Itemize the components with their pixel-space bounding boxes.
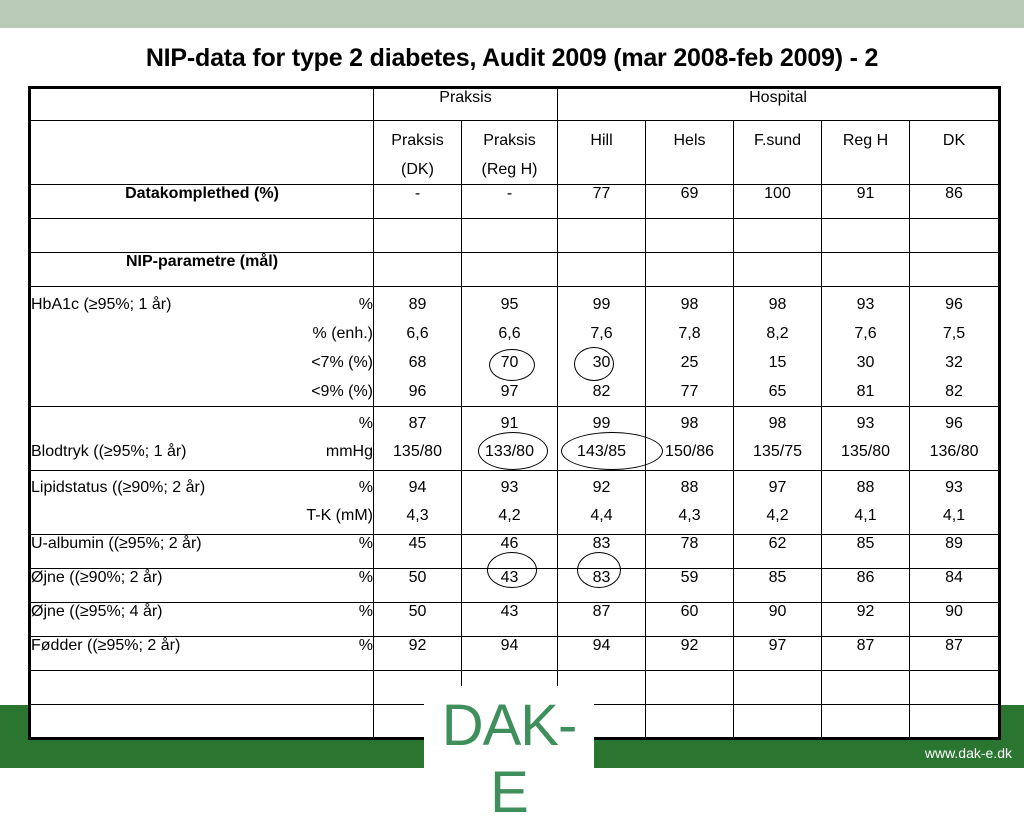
table-row — [30, 569, 1000, 603]
label-line — [31, 410, 373, 438]
block-row — [30, 287, 1000, 407]
column-header — [462, 121, 558, 185]
column-header-line2: (DK) — [401, 161, 434, 178]
unit-label: % (enh.) — [312, 325, 373, 342]
column-header — [646, 121, 734, 185]
cell-value: 143/85 — [577, 443, 626, 460]
cell-value: 30 — [856, 354, 875, 371]
cell-value: 98 — [680, 415, 699, 432]
cell-value: 96 — [408, 383, 427, 400]
table-cell: 46 — [462, 535, 558, 569]
table-cell: 92 — [822, 603, 910, 637]
label-line — [31, 319, 373, 348]
cell-value: 98 — [768, 296, 787, 313]
table-cell — [646, 407, 734, 471]
unit-label: % — [358, 296, 373, 313]
column-header-line1: Reg H — [842, 132, 889, 149]
table-cell — [734, 407, 822, 471]
table-cell: 94 — [462, 637, 558, 671]
table-cell: 97 — [734, 637, 822, 671]
table-cell: 83 — [558, 535, 646, 569]
table-cell: 83 — [558, 569, 646, 603]
cell-value: 93 — [945, 479, 963, 496]
table-cell — [734, 287, 822, 407]
cell-value: 6,6 — [498, 325, 521, 342]
column-header-row — [30, 121, 1000, 185]
cell-value: 88 — [856, 479, 875, 496]
dak-e-logo — [424, 686, 594, 825]
block-row — [30, 407, 1000, 471]
table-cell: 85 — [822, 535, 910, 569]
empty-cell — [30, 671, 374, 705]
empty-cell — [822, 671, 910, 705]
empty-cell — [646, 705, 734, 739]
table-cell: 43 — [462, 569, 558, 603]
row-label — [30, 287, 374, 407]
table-cell: 85 — [734, 569, 822, 603]
table-cell: 86 — [910, 185, 1000, 219]
column-header — [558, 121, 646, 185]
blank-row — [30, 219, 1000, 253]
cell-value: 135/80 — [841, 443, 890, 460]
cell-value: 99 — [592, 415, 611, 432]
empty-corner-cell — [30, 88, 374, 121]
table-cell: 92 — [646, 637, 734, 671]
table-cell — [734, 471, 822, 535]
label-line — [31, 569, 373, 587]
row-label — [30, 471, 374, 535]
cell-value: 96 — [945, 296, 963, 313]
table-cell: 89 — [910, 535, 1000, 569]
cell-value: 99 — [592, 296, 611, 313]
table-cell — [374, 407, 462, 471]
empty-cell — [734, 705, 822, 739]
cell-value: 136/80 — [929, 443, 979, 460]
cell-value: 7,8 — [678, 325, 701, 342]
cell-value: 93 — [856, 415, 875, 432]
column-header-line2: (Reg H) — [481, 161, 538, 178]
table-cell — [822, 407, 910, 471]
label-line — [31, 348, 373, 377]
cell-value: 82 — [592, 383, 611, 400]
cell-value: 8,2 — [766, 325, 789, 342]
table-cell: 69 — [646, 185, 734, 219]
table-cell: 60 — [646, 603, 734, 637]
column-header-line2 — [558, 155, 645, 184]
empty-cell — [734, 671, 822, 705]
column-header — [910, 121, 1000, 185]
label-line — [31, 603, 373, 621]
cell-value: 15 — [768, 354, 787, 371]
table-cell: 43 — [462, 603, 558, 637]
cell-value: 96 — [945, 415, 963, 432]
parameter-name: Øjne ((≥95%; 4 år) — [31, 603, 163, 620]
cell-value: 32 — [945, 354, 963, 371]
row-label — [30, 407, 374, 471]
empty-cell — [822, 705, 910, 739]
empty-cell — [910, 671, 1000, 705]
table-row — [30, 535, 1000, 569]
column-header — [822, 121, 910, 185]
table-cell: 59 — [646, 569, 734, 603]
cell-value: 68 — [408, 354, 427, 371]
cell-value: 81 — [856, 383, 875, 400]
table-cell: 92 — [374, 637, 462, 671]
cell-value: 4,4 — [590, 507, 613, 524]
unit-label: % — [358, 535, 373, 552]
table-cell: 62 — [734, 535, 822, 569]
cell-value: 150/86 — [665, 443, 714, 460]
table-cell: 87 — [822, 637, 910, 671]
slide-title: NIP-data for type 2 diabetes, Audit 2009 (mar 2008-feb 2009) - 2 — [145, 44, 879, 72]
label-line — [31, 290, 373, 319]
table-cell: - — [374, 185, 462, 219]
unit-label: % — [358, 569, 373, 586]
group-header-row — [30, 88, 1000, 121]
parameter-name: Øjne ((≥90%; 2 år) — [31, 569, 163, 586]
parameter-name: U-albumin ((≥95%; 2 år) — [31, 535, 202, 552]
block-row — [30, 471, 1000, 535]
table-cell: - — [462, 185, 558, 219]
table-cell: 87 — [558, 603, 646, 637]
column-header-line2 — [734, 155, 821, 184]
table-cell: 90 — [910, 603, 1000, 637]
column-header-line1: DK — [942, 132, 966, 149]
row-label — [30, 569, 374, 603]
cell-value: 7,6 — [590, 325, 613, 342]
unit-label: T-K (mM) — [306, 507, 373, 524]
table-cell — [822, 287, 910, 407]
row-label: Datakomplethed (%) — [30, 185, 374, 219]
cell-value: 92 — [592, 479, 611, 496]
table-cell — [822, 471, 910, 535]
table-row — [30, 603, 1000, 637]
unit-label: % — [358, 603, 373, 620]
unit-label: % — [358, 479, 373, 496]
table-cell — [374, 471, 462, 535]
table-cell: 45 — [374, 535, 462, 569]
table-cell — [910, 407, 1000, 471]
unit-label: <7% (%) — [311, 354, 373, 371]
table-cell — [462, 287, 558, 407]
datakomplethed-row — [30, 185, 1000, 219]
cell-value: 30 — [592, 354, 611, 371]
empty-cell — [30, 705, 374, 739]
column-header-line1: Hels — [673, 132, 706, 149]
cell-value: 93 — [500, 479, 519, 496]
column-header-line2 — [910, 155, 998, 184]
table-cell: 91 — [822, 185, 910, 219]
table-row — [30, 637, 1000, 671]
cell-value: 98 — [680, 296, 699, 313]
cell-value: 89 — [408, 296, 427, 313]
row-label — [30, 535, 374, 569]
table-cell: 90 — [734, 603, 822, 637]
column-header-line1: Hill — [590, 132, 613, 149]
cell-value: 6,6 — [406, 325, 429, 342]
unit-label: % — [358, 637, 373, 654]
row-label: NIP-parametre (mål) — [30, 253, 374, 287]
nip-header-row — [30, 253, 1000, 287]
cell-value: 7,5 — [942, 325, 966, 342]
cell-value: 65 — [768, 383, 787, 400]
table-cell: 77 — [558, 185, 646, 219]
row-label — [30, 603, 374, 637]
cell-value: 87 — [408, 415, 427, 432]
label-line — [31, 637, 373, 655]
unit-label: mmHg — [325, 443, 373, 460]
cell-value: 4,3 — [678, 507, 701, 524]
empty-cell — [646, 671, 734, 705]
label-line — [31, 474, 373, 502]
cell-value: 4,1 — [854, 507, 877, 524]
column-header-line2 — [646, 155, 733, 184]
website-link[interactable]: www.dak-e.dk — [924, 745, 1012, 761]
table-cell: 78 — [646, 535, 734, 569]
nip-data-table — [28, 86, 1001, 740]
cell-value: 4,1 — [942, 507, 966, 524]
empty-cell — [910, 705, 1000, 739]
cell-value: 94 — [408, 479, 427, 496]
table-cell: 94 — [558, 637, 646, 671]
cell-value: 82 — [945, 383, 963, 400]
column-header-line1: Praksis — [391, 132, 444, 149]
column-header-line1: F.sund — [753, 132, 802, 149]
unit-label: <9% (%) — [311, 383, 373, 400]
parameter-name: HbA1c (≥95%; 1 år) — [31, 296, 172, 313]
table-cell — [462, 407, 558, 471]
cell-value: 91 — [500, 415, 519, 432]
cell-value: 97 — [500, 383, 519, 400]
logo-text: DAK-E — [441, 693, 577, 825]
group-praksis: Praksis — [374, 88, 558, 121]
cell-value: 135/80 — [393, 443, 442, 460]
table-cell — [646, 471, 734, 535]
table-cell: 100 — [734, 185, 822, 219]
cell-value: 133/80 — [485, 443, 534, 460]
label-line — [31, 535, 373, 553]
table-cell — [558, 471, 646, 535]
parameter-name: Blodtryk ((≥95%; 1 år) — [31, 443, 187, 460]
table-cell — [910, 471, 1000, 535]
table-cell — [910, 287, 1000, 407]
empty-label-cell — [30, 121, 374, 185]
group-hospital: Hospital — [558, 88, 1000, 121]
cell-value: 88 — [680, 479, 699, 496]
cell-value: 4,2 — [766, 507, 789, 524]
cell-value: 7,6 — [854, 325, 877, 342]
table-cell — [374, 287, 462, 407]
cell-value: 135/75 — [753, 443, 802, 460]
cell-value: 97 — [768, 479, 787, 496]
table-cell — [646, 287, 734, 407]
parameter-name: Lipidstatus ((≥90%; 2 år) — [31, 479, 206, 496]
column-header-line1: Praksis — [483, 132, 536, 149]
table-cell: 86 — [822, 569, 910, 603]
column-header — [374, 121, 462, 185]
cell-value: 70 — [500, 354, 519, 371]
table-cell: 50 — [374, 603, 462, 637]
cell-value: 95 — [500, 296, 519, 313]
row-label — [30, 637, 374, 671]
table-cell — [558, 407, 646, 471]
label-line — [31, 502, 373, 530]
cell-value: 93 — [856, 296, 875, 313]
top-band — [0, 0, 1024, 28]
table-cell — [462, 471, 558, 535]
cell-value: 25 — [680, 354, 699, 371]
table-cell: 50 — [374, 569, 462, 603]
table-cell: 84 — [910, 569, 1000, 603]
cell-value: 77 — [680, 383, 699, 400]
label-line — [31, 438, 373, 466]
cell-value: 98 — [768, 415, 787, 432]
table-cell: 87 — [910, 637, 1000, 671]
table-cell — [558, 287, 646, 407]
cell-value: 4,2 — [498, 507, 521, 524]
unit-label: % — [358, 415, 373, 432]
parameter-name: Fødder ((≥95%; 2 år) — [31, 637, 181, 654]
column-header-line2 — [822, 155, 909, 184]
column-header — [734, 121, 822, 185]
cell-value: 4,3 — [406, 507, 429, 524]
label-line — [31, 377, 373, 406]
